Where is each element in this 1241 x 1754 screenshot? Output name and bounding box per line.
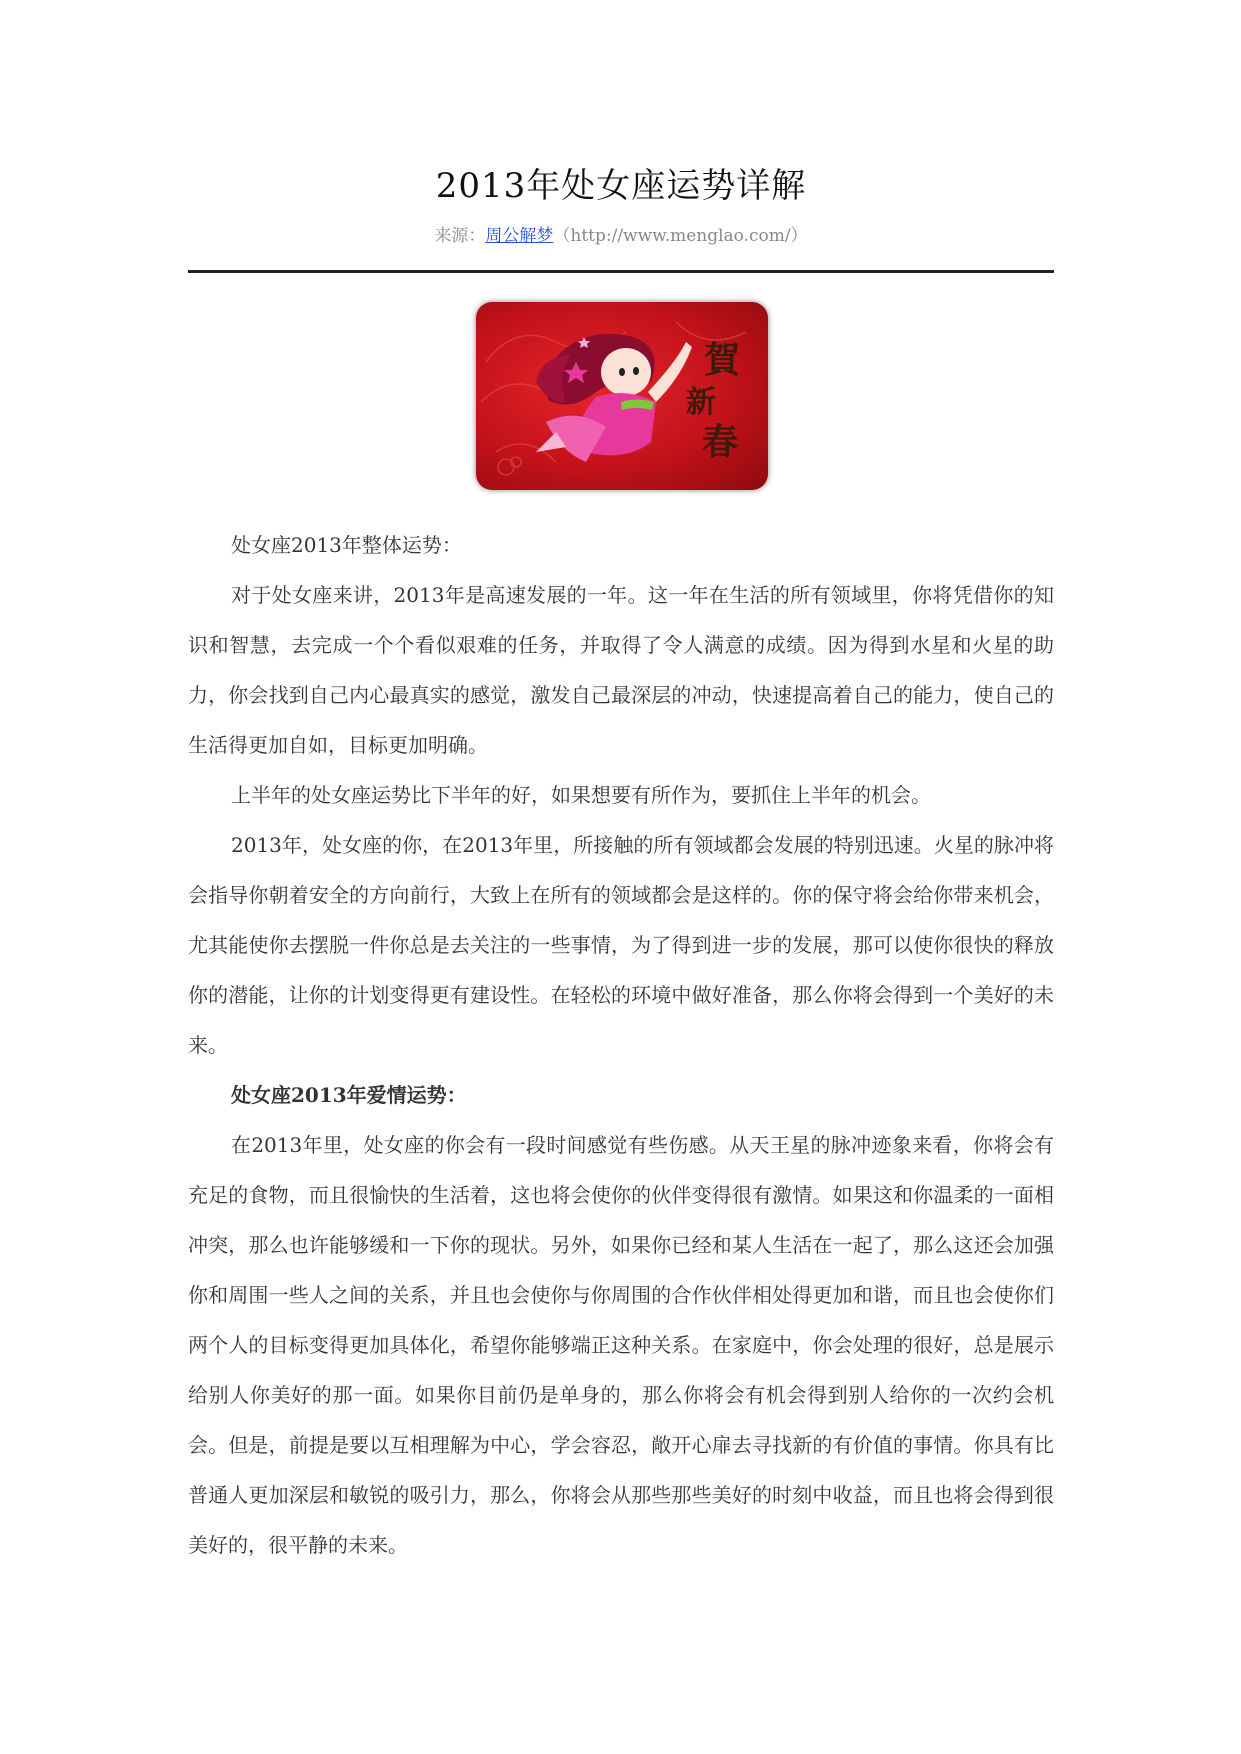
source-link[interactable]: 周公解梦 (485, 226, 554, 246)
source-url: （http://www.menglao.com/） (553, 226, 808, 246)
paragraph-love-1: 在2013年里，处女座的你会有一段时间感觉有些伤感。从天王星的脉冲迹象来看，你将会有充足的食物，而且很愉快的生活着，这也将会使你的伙伴变得很有激情。如果这和你温柔的一面相冲突，那么也许能够缓和一下你的现状。另外，如果你已经和某人生活在一起了，那么这还会加强你和周围一些人之间的关系，并且也会使你与你周围的合作伙伴相处得更加和谐，而且也会使你们两个人的目标变得更加具体化，希望你能够端正这种关系。在家庭中，你会处理的很好，总是展示给别人你美好的那一面。如果你目前仍是单身的，那么你将会有机会得到别人给你的一次约会机会。但是，前提是要以互相理解为中心，学会容忍，敞开心扉去寻找新的有价值的事情。你具有比普通人更加深层和敏锐的吸引力，那么，你将会从那些那些美好的时刻中收益，而且也将会得到很美好的，很平静的未来。 (188, 1133, 1054, 1557)
section-heading-love: 处女座2013年爱情运势： (231, 1083, 467, 1107)
paragraph-overall-2: 上半年的处女座运势比下半年的好，如果想要有所作为，要抓住上半年的机会。 (231, 783, 931, 807)
article-body (188, 520, 1054, 1570)
section-heading-overall: 处女座2013年整体运势： (231, 533, 462, 557)
page-title: 2013年处女座运势详解 (435, 166, 807, 206)
calligraphy-he: 賀 (704, 339, 741, 381)
paragraph-overall-3: 2013年，处女座的你，在2013年里，所接触的所有领域都会发展的特别迅速。火星的脉冲将会指导你朝着安全的方向前行，大致上在所有的领域都会是这样的。你的保守将会给你带来机会，尤其能使你去摆脱一件你总是去关注的一些事情，为了得到进一步的发展，那可以使你很快的释放你的潜能，让你的计划变得更有建设性。在轻松的环境中做好准备，那么你将会得到一个美好的未来。 (188, 833, 1054, 1057)
calligraphy-chun: 春 (702, 421, 739, 463)
title-divider (188, 270, 1054, 273)
calligraphy-xin: 新 (686, 385, 716, 420)
virgo-new-year-image (476, 302, 768, 490)
paragraph-overall-1: 对于处女座来讲，2013年是高速发展的一年。这一年在生活的所有领域里，你将凭借你的知识和智慧，去完成一个个看似艰难的任务，并取得了令人满意的成绩。因为得到水星和火星的助力，你会找到自己内心最真实的感觉，激发自己最深层的冲动，快速提高着自己的能力，使自己的生活得更加自如，目标更加明确。 (188, 583, 1054, 757)
source-line (188, 221, 1054, 246)
source-label: 来源： (434, 226, 486, 246)
